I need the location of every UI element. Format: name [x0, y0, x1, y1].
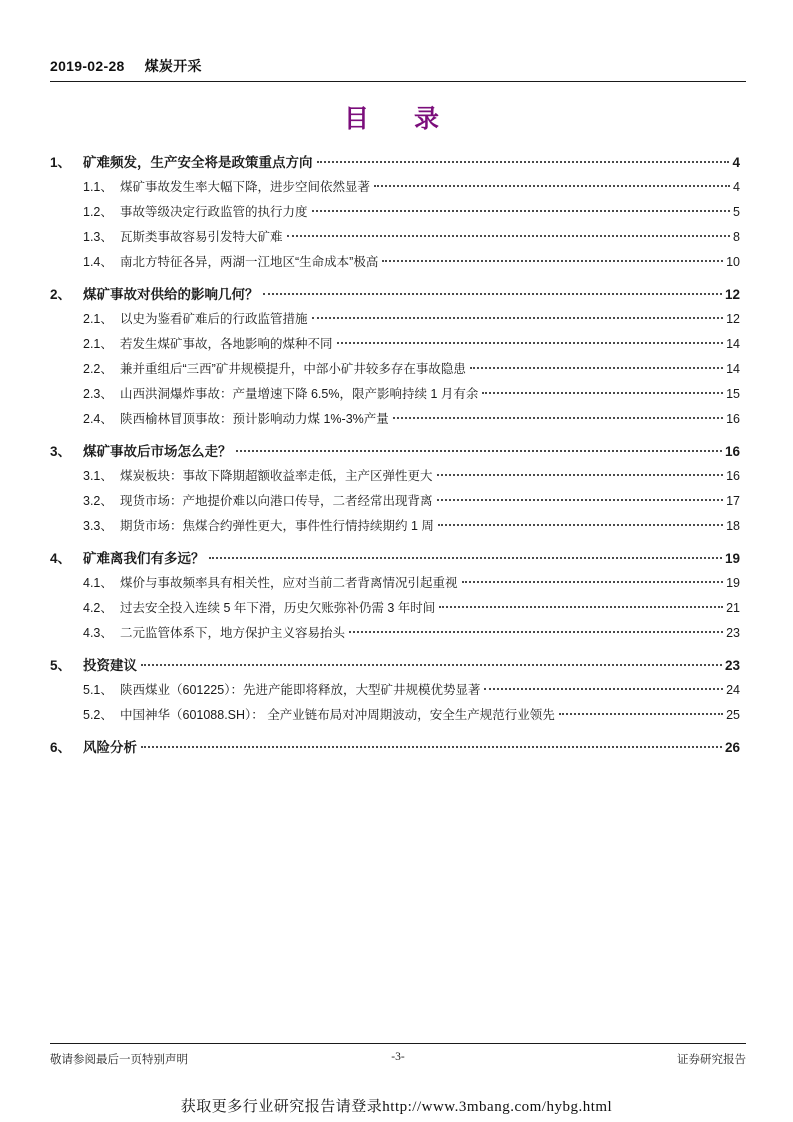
toc-entry[interactable] — [50, 514, 740, 539]
toc-entry-title: 煤价与事故频率具有相关性，应对当前二者背离情况引起重视 — [120, 576, 458, 590]
toc-entry-title: 二元监管体系下，地方保护主义容易抬头 — [120, 626, 346, 640]
toc-leader-dots — [312, 210, 731, 212]
toc-entry-number: 2、 — [50, 287, 72, 302]
toc-entry-page: 21 — [726, 601, 740, 615]
toc-entry[interactable] — [50, 282, 740, 307]
toc-entry[interactable] — [50, 250, 740, 275]
toc-entry-title: 陕西煤业（601225）：先进产能即将释放，大型矿井规模优势显著 — [120, 683, 481, 697]
toc-entry-number: 5.2、 — [83, 708, 113, 722]
sector-label: 煤炭开采 — [144, 58, 202, 74]
toc-leader-dots — [141, 664, 722, 666]
toc-entry-title: 以史为鉴看矿难后的行政监管措施 — [120, 312, 308, 326]
toc-entry-title: 矿难离我们有多远？ — [83, 551, 205, 566]
toc-entry[interactable] — [50, 307, 740, 332]
toc-entry[interactable] — [50, 571, 740, 596]
toc-leader-dots — [438, 524, 723, 526]
toc-entry-number: 5.1、 — [83, 683, 113, 697]
toc-entry-title: 矿难频发，生产安全将是政策重点方向 — [83, 155, 313, 170]
toc-entry-number: 1.4、 — [83, 255, 113, 269]
toc-entry-number: 5、 — [50, 658, 72, 673]
toc-entry-title: 南北方特征各异，两湖一江地区“生命成本”极高 — [120, 255, 379, 269]
toc-entry-number: 2.4、 — [83, 412, 113, 426]
toc-leader-dots — [437, 474, 724, 476]
toc-entry[interactable] — [50, 150, 740, 175]
toc-entry-number: 1、 — [50, 155, 72, 170]
toc-entry[interactable] — [50, 546, 740, 571]
toc-leader-dots — [287, 235, 731, 237]
table-of-contents — [50, 150, 740, 760]
toc-entry-number: 6、 — [50, 740, 72, 755]
toc-entry-page: 4 — [733, 180, 740, 194]
toc-entry-number: 1.2、 — [83, 205, 113, 219]
toc-entry-title: 中国神华（601088.SH）： 全产业链布局对冲周期波动，安全生产规范行业领先 — [120, 708, 555, 722]
toc-entry-number: 3、 — [50, 444, 72, 459]
toc-entry-title: 事故等级决定行政监管的执行力度 — [120, 205, 308, 219]
toc-entry-title: 山西洪洞爆炸事故：产量增速下降 6.5%，限产影响持续 1 月有余 — [120, 387, 479, 401]
toc-entry-title: 过去安全投入连续 5 年下滑，历史欠账弥补仍需 3 年时间 — [120, 601, 436, 615]
toc-entry[interactable] — [50, 653, 740, 678]
toc-leader-dots — [470, 367, 723, 369]
toc-entry[interactable] — [50, 382, 740, 407]
toc-leader-dots — [437, 499, 724, 501]
toc-entry[interactable] — [50, 621, 740, 646]
promo-link[interactable]: 获取更多行业研究报告请登录http://www.3mbang.com/hybg.html — [180, 1099, 613, 1115]
toc-entry-number: 4.3、 — [83, 626, 113, 640]
report-date: 2019-02-28 — [50, 58, 125, 74]
toc-entry-number: 2.3、 — [83, 387, 113, 401]
toc-entry-title: 陕西榆林冒顶事故：预计影响动力煤 1%-3%产量 — [120, 412, 389, 426]
toc-entry-page: 16 — [726, 469, 740, 483]
toc-entry-title: 煤矿事故发生率大幅下降，进步空间依然显著 — [120, 180, 371, 194]
toc-entry-title: 煤矿事故对供给的影响几何？ — [83, 287, 259, 302]
toc-entry-page: 19 — [726, 576, 740, 590]
toc-entry-page: 14 — [726, 362, 740, 376]
footer-disclaimer: 敬请参阅最后一页特别声明 — [50, 1054, 188, 1066]
page-header — [50, 56, 746, 82]
toc-leader-dots — [484, 688, 723, 690]
toc-entry[interactable] — [50, 357, 740, 382]
toc-entry[interactable] — [50, 735, 740, 760]
toc-leader-dots — [209, 557, 722, 559]
toc-leader-dots — [236, 450, 722, 452]
toc-leader-dots — [462, 581, 724, 583]
toc-entry-title: 投资建议 — [83, 658, 137, 673]
toc-entry-page: 15 — [726, 387, 740, 401]
toc-entry-number: 3.1、 — [83, 469, 113, 483]
toc-leader-dots — [349, 631, 723, 633]
toc-entry-number: 3.3、 — [83, 519, 113, 533]
toc-entry-title: 瓦斯类事故容易引发特大矿难 — [120, 230, 283, 244]
toc-leader-dots — [312, 317, 724, 319]
toc-entry[interactable] — [50, 225, 740, 250]
toc-entry-page: 12 — [724, 287, 740, 302]
toc-entry-page: 23 — [724, 658, 740, 673]
toc-entry-number: 1.1、 — [83, 180, 113, 194]
toc-entry-title: 煤炭板块：事故下降期超额收益率走低，主产区弹性更大 — [120, 469, 433, 483]
toc-heading: 目 录 — [343, 105, 449, 133]
toc-leader-dots — [337, 342, 724, 344]
toc-entry-page: 14 — [726, 337, 740, 351]
toc-entry-title: 风险分析 — [83, 740, 137, 755]
toc-entry[interactable] — [50, 703, 740, 728]
toc-leader-dots — [263, 293, 722, 295]
toc-entry-number: 4、 — [50, 551, 72, 566]
toc-leader-dots — [393, 417, 723, 419]
toc-entry-number: 2.1、 — [83, 337, 113, 351]
toc-entry[interactable] — [50, 332, 740, 357]
toc-entry-number: 1.3、 — [83, 230, 113, 244]
toc-entry-page: 5 — [733, 205, 740, 219]
toc-leader-dots — [317, 161, 730, 163]
toc-entry-page: 19 — [724, 551, 740, 566]
toc-entry-title: 兼并重组后“三西”矿井规模提升，中部小矿井较多存在事故隐患 — [120, 362, 466, 376]
toc-entry-page: 23 — [726, 626, 740, 640]
toc-entry-page: 4 — [732, 155, 740, 170]
toc-entry-number: 4.1、 — [83, 576, 113, 590]
toc-leader-dots — [482, 392, 723, 394]
toc-leader-dots — [382, 260, 723, 262]
toc-entry-number: 2.2、 — [83, 362, 113, 376]
toc-entry[interactable] — [50, 407, 740, 432]
toc-entry-page: 25 — [726, 708, 740, 722]
toc-entry-title: 期货市场：焦煤合约弹性更大，事件性行情持续期约 1 周 — [120, 519, 434, 533]
toc-entry-page: 12 — [726, 312, 740, 326]
toc-leader-dots — [559, 713, 723, 715]
page-footer — [50, 1043, 746, 1067]
toc-leader-dots — [439, 606, 723, 608]
toc-entry-title: 现货市场：产地提价难以向港口传导，二者经常出现背离 — [120, 494, 433, 508]
toc-entry[interactable] — [50, 464, 740, 489]
toc-entry-page: 16 — [724, 444, 740, 459]
toc-entry-page: 10 — [726, 255, 740, 269]
toc-entry[interactable] — [50, 596, 740, 621]
toc-entry-number: 2.1、 — [83, 312, 113, 326]
toc-entry-page: 26 — [724, 740, 740, 755]
header-text — [50, 56, 746, 76]
toc-entry[interactable] — [50, 439, 740, 464]
toc-entry-title: 若发生煤矿事故，各地影响的煤种不同 — [120, 337, 333, 351]
toc-entry-page: 16 — [726, 412, 740, 426]
toc-entry-page: 17 — [726, 494, 740, 508]
toc-entry-page: 24 — [726, 683, 740, 697]
footer-brand: 证券研究报告 — [677, 1054, 746, 1066]
toc-entry-number: 4.2、 — [83, 601, 113, 615]
toc-entry-title: 煤矿事故后市场怎么走？ — [83, 444, 232, 459]
toc-entry-page: 8 — [733, 230, 740, 244]
toc-leader-dots — [141, 746, 722, 748]
toc-entry-number: 3.2、 — [83, 494, 113, 508]
footer-page-number: -3- — [391, 1051, 405, 1063]
toc-entry[interactable] — [50, 678, 740, 703]
toc-entry[interactable] — [50, 175, 740, 200]
toc-entry[interactable] — [50, 489, 740, 514]
toc-leader-dots — [374, 185, 730, 187]
toc-entry-page: 18 — [726, 519, 740, 533]
toc-entry[interactable] — [50, 200, 740, 225]
